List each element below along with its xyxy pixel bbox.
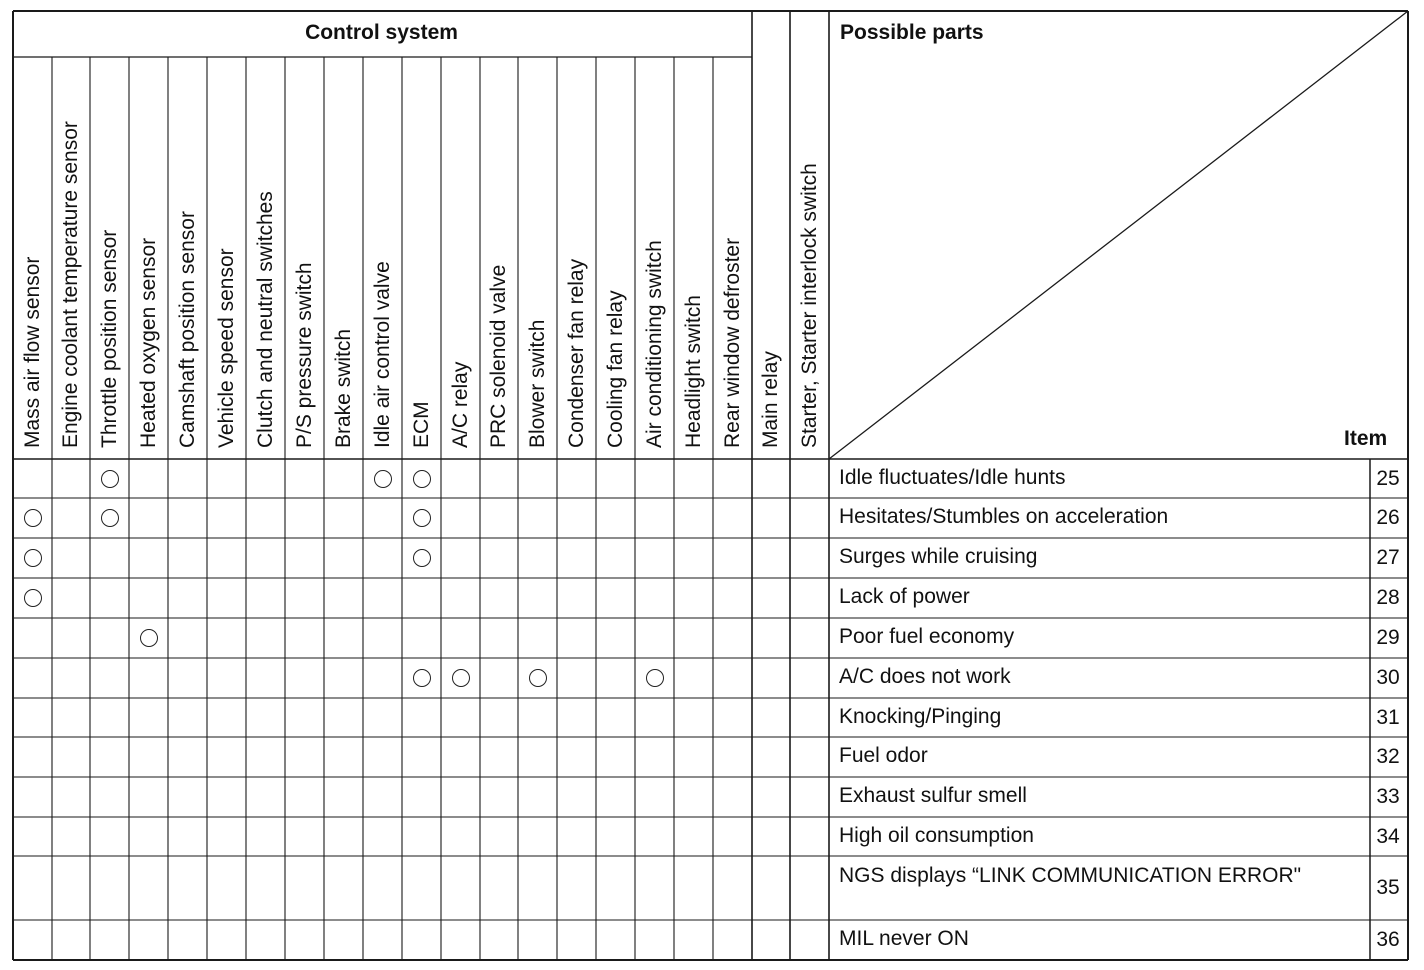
check-mark-circle bbox=[140, 629, 158, 647]
column-header: Clutch and neutral switches bbox=[253, 191, 277, 448]
item-number: 36 bbox=[1376, 928, 1400, 951]
column-header: ECM bbox=[409, 401, 433, 448]
symptom-label: Lack of power bbox=[839, 585, 970, 608]
column-header: Camshaft position sensor bbox=[175, 211, 199, 448]
column-header: Air conditioning switch bbox=[642, 240, 666, 448]
check-mark-circle bbox=[413, 470, 431, 488]
column-header: Engine coolant temperature sensor bbox=[59, 121, 82, 448]
check-mark-circle bbox=[413, 549, 431, 567]
symptom-label: A/C does not work bbox=[839, 665, 1011, 688]
symptom-label: Fuel odor bbox=[839, 744, 928, 767]
symptom-label: Exhaust sulfur smell bbox=[839, 784, 1027, 807]
check-mark-circle bbox=[646, 669, 664, 687]
header-diagonal bbox=[829, 11, 1408, 459]
check-mark-circle bbox=[452, 669, 470, 687]
symptom-label: Surges while cruising bbox=[839, 545, 1038, 568]
symptom-label: MIL never ON bbox=[839, 927, 969, 950]
column-header: Brake switch bbox=[331, 328, 355, 448]
column-header: Throttle position sensor bbox=[97, 229, 121, 448]
column-header: Idle air control valve bbox=[370, 261, 394, 448]
symptom-label: High oil consumption bbox=[839, 824, 1034, 847]
symptom-label: Hesitates/Stumbles on acceleration bbox=[839, 505, 1169, 528]
column-header: Starter, Starter interlock switch bbox=[797, 163, 821, 448]
item-number: 34 bbox=[1376, 824, 1400, 848]
item-number: 31 bbox=[1376, 705, 1400, 729]
column-header: Condenser fan relay bbox=[564, 258, 588, 448]
column-header: Mass air flow sensor bbox=[20, 256, 44, 448]
column-header: Main relay bbox=[759, 351, 782, 448]
column-header: Vehicle speed sensor bbox=[214, 248, 238, 448]
check-mark-circle bbox=[413, 669, 431, 687]
check-mark-circle bbox=[413, 509, 431, 527]
item-number: 28 bbox=[1376, 586, 1400, 609]
check-mark-circle bbox=[24, 549, 42, 567]
item-number: 29 bbox=[1376, 626, 1400, 649]
column-header: A/C relay bbox=[448, 361, 472, 448]
symptom-label: Idle fluctuates/Idle hunts bbox=[839, 466, 1066, 489]
check-mark-circle bbox=[101, 470, 119, 488]
check-mark-circle bbox=[529, 669, 547, 687]
symptom-label: NGS displays “LINK COMMUNICATION ERROR" bbox=[839, 864, 1302, 887]
item-number: 35 bbox=[1376, 876, 1400, 899]
item-number: 32 bbox=[1376, 745, 1400, 768]
check-mark-circle bbox=[101, 509, 119, 527]
possible-parts-heading: Possible parts bbox=[840, 21, 984, 44]
item-number: 25 bbox=[1376, 466, 1400, 490]
column-header: P/S pressure switch bbox=[292, 262, 316, 448]
item-number: 27 bbox=[1376, 546, 1400, 569]
column-header: Blower switch bbox=[525, 319, 549, 448]
column-header: Rear window defroster bbox=[720, 237, 744, 448]
column-header: Heated oxygen sensor bbox=[136, 237, 160, 448]
control-system-heading: Control system bbox=[305, 21, 458, 44]
item-number: 33 bbox=[1376, 785, 1400, 808]
check-mark-circle bbox=[374, 470, 392, 488]
check-mark-circle bbox=[24, 589, 42, 607]
symptom-label: Knocking/Pinging bbox=[839, 705, 1002, 728]
symptom-label: Poor fuel economy bbox=[839, 625, 1015, 648]
item-number: 26 bbox=[1376, 506, 1400, 529]
column-header: Headlight switch bbox=[681, 295, 705, 448]
item-number: 30 bbox=[1376, 666, 1400, 689]
check-mark-circle bbox=[24, 509, 42, 527]
column-header: PRC solenoid valve bbox=[487, 264, 510, 448]
column-header: Cooling fan relay bbox=[603, 290, 627, 448]
item-heading: Item bbox=[1344, 427, 1388, 450]
